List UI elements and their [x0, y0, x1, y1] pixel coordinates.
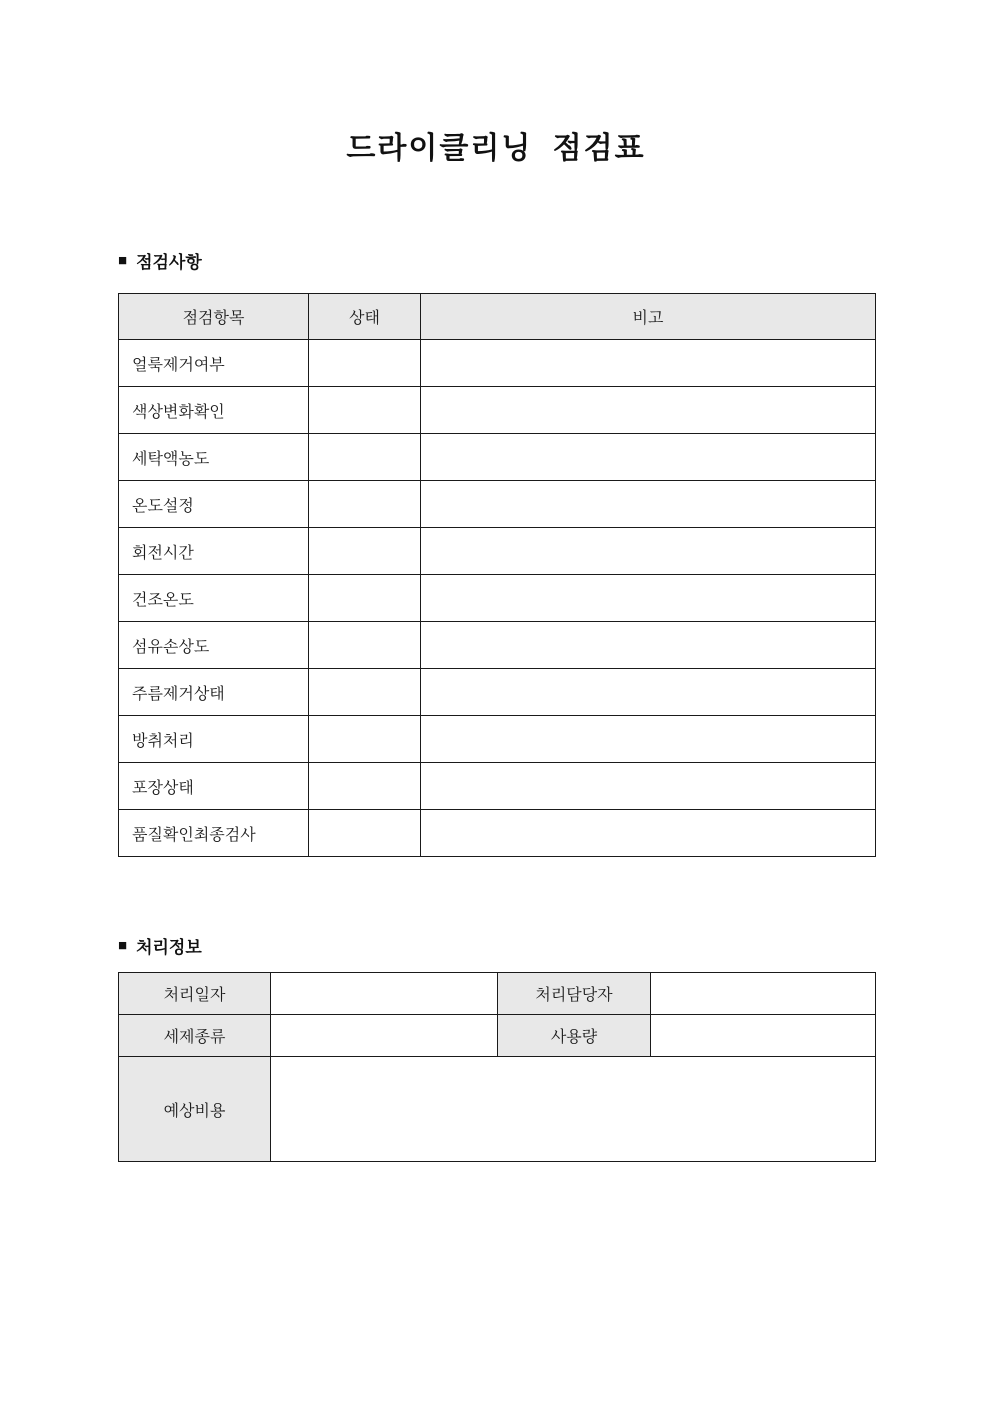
item-label: 주름제거상태 — [119, 669, 309, 716]
table-row — [119, 434, 876, 481]
column-header-status: 상태 — [309, 294, 421, 340]
detergent-type-label: 세제종류 — [119, 1015, 271, 1057]
status-input-cell[interactable] — [309, 669, 421, 716]
item-label: 회전시간 — [119, 528, 309, 575]
status-input-cell[interactable] — [309, 575, 421, 622]
note-input-cell[interactable] — [421, 669, 876, 716]
table-row — [119, 622, 876, 669]
item-label: 온도설정 — [119, 481, 309, 528]
note-input-cell[interactable] — [421, 575, 876, 622]
table-row — [119, 340, 876, 387]
section-bullet-icon: ■ — [118, 937, 128, 954]
status-input-cell[interactable] — [309, 387, 421, 434]
detergent-type-input-cell[interactable] — [271, 1015, 498, 1057]
note-input-cell[interactable] — [421, 810, 876, 857]
processing-row — [119, 973, 876, 1015]
processing-date-input-cell[interactable] — [271, 973, 498, 1015]
table-row — [119, 481, 876, 528]
item-label: 세탁액농도 — [119, 434, 309, 481]
item-label: 색상변화확인 — [119, 387, 309, 434]
processing-row — [119, 1015, 876, 1057]
section-bullet-icon: ■ — [118, 252, 128, 269]
item-label: 방취처리 — [119, 716, 309, 763]
status-input-cell[interactable] — [309, 810, 421, 857]
table-row — [119, 810, 876, 857]
note-input-cell[interactable] — [421, 387, 876, 434]
estimated-cost-label: 예상비용 — [119, 1057, 271, 1162]
status-input-cell[interactable] — [309, 340, 421, 387]
table-row — [119, 528, 876, 575]
status-input-cell[interactable] — [309, 481, 421, 528]
note-input-cell[interactable] — [421, 763, 876, 810]
processing-row — [119, 1057, 876, 1162]
item-label: 건조온도 — [119, 575, 309, 622]
status-input-cell[interactable] — [309, 716, 421, 763]
processing-manager-input-cell[interactable] — [651, 973, 876, 1015]
note-input-cell[interactable] — [421, 622, 876, 669]
status-input-cell[interactable] — [309, 763, 421, 810]
estimated-cost-input-cell[interactable] — [271, 1057, 876, 1162]
usage-amount-label: 사용량 — [498, 1015, 651, 1057]
status-input-cell[interactable] — [309, 434, 421, 481]
item-label: 포장상태 — [119, 763, 309, 810]
note-input-cell[interactable] — [421, 340, 876, 387]
item-label: 섬유손상도 — [119, 622, 309, 669]
processing-table — [118, 972, 876, 1162]
column-header-item: 점검항목 — [119, 294, 309, 340]
note-input-cell[interactable] — [421, 434, 876, 481]
document-content — [118, 248, 875, 1162]
status-input-cell[interactable] — [309, 622, 421, 669]
processing-heading-label: 처리정보 — [136, 938, 202, 957]
note-input-cell[interactable] — [421, 716, 876, 763]
table-row — [119, 716, 876, 763]
processing-date-label: 처리일자 — [119, 973, 271, 1015]
document-title: 드라이클리닝 점검표 — [346, 132, 646, 165]
status-input-cell[interactable] — [309, 528, 421, 575]
inspection-table — [118, 293, 876, 857]
inspection-heading-label: 점검사항 — [136, 253, 202, 272]
table-row — [119, 763, 876, 810]
usage-amount-input-cell[interactable] — [651, 1015, 876, 1057]
processing-manager-label: 처리담당자 — [498, 973, 651, 1015]
column-header-note: 비고 — [421, 294, 876, 340]
table-row — [119, 575, 876, 622]
note-input-cell[interactable] — [421, 481, 876, 528]
table-row — [119, 387, 876, 434]
inspection-section-heading — [118, 248, 875, 273]
item-label: 얼룩제거여부 — [119, 340, 309, 387]
note-input-cell[interactable] — [421, 528, 876, 575]
processing-section-heading — [118, 933, 875, 958]
inspection-header-row — [119, 294, 876, 340]
item-label: 품질확인최종검사 — [119, 810, 309, 857]
table-row — [119, 669, 876, 716]
